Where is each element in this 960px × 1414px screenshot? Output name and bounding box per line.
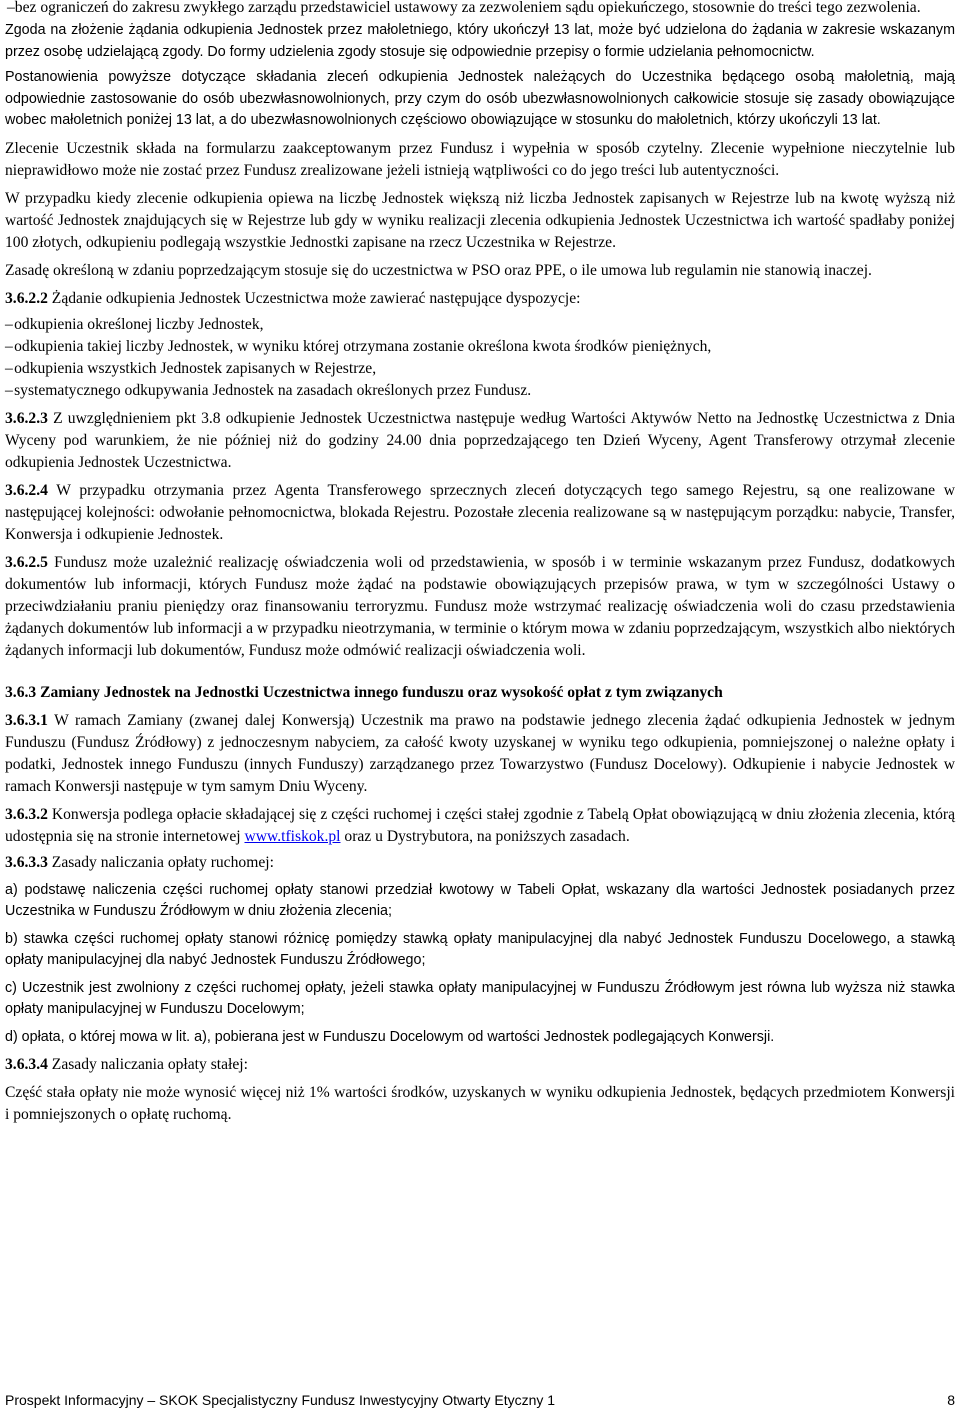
list-item-text: odkupienia wszystkich Jednostek zapisanych w Rejestrze, [14,359,377,377]
paragraph-czesc-stala: Część stała opłaty nie może wynosić więcej niż 1% wartości środków, uzyskanych w wyniku odkupienia Jednostek, będących przedmiotem Konwersji i pomniejszonych o opłatę ruchomą. [5,1084,955,1123]
section-3632-text-before: Konwersja podlega opłacie składającej się z części ruchomej i części stałej zgodnie z Tabelą Opłat obowiązującą w dniu złożenia zlecenia, którą udostępnia się na stronie internetowej [5,805,955,845]
section-3622-number: 3.6.2.2 [5,289,48,307]
paragraph-w-przypadku: W przypadku kiedy zlecenie odkupienia opiewa na liczbę Jednostek większą niż liczba Jednostek zapisanych w Rejestrze lub na kwotę wyższą niż wartość Jednostek znajdujących się w Rejestrze lub gdy w wyniku realizacji zlecenia odkupienia Jednostek Uczestnictwa ich wartość spadłaby poniżej 100 złotych, odkupieniu podlegają wszystkie Jednostki zapisane na rzecz Uczestnika w Rejestrze. [5,189,955,251]
dash-item-top: –bez ograniczeń do zakresu zwykłego zarządu przedstawiciel ustawowy za zezwoleniem sądu opiekuńczego, stosownie do treści tego zezwolenia. [7,0,921,16]
fee-rules-list [5,880,955,1049]
section-3623-text: Z uwzględnieniem pkt 3.8 odkupienie Jednostek Uczestnictwa następuje według Wartości Aktywów Netto na Jednostkę Uczestnictwa z Dnia Wyceny pod warunkiem, że nie później niż do godziny 24.00 dnia poprzedzającego ten Dzień Wyceny, Agent Transferowy otrzymał zlecenie odkupienia Jednostek Uczestnictwa. [5,409,955,471]
paragraph-zlecenie: Zlecenie Uczestnik składa na formularzu zaakceptowanym przez Fundusz i wypełnia w sposób czytelny. Zlecenie wypełnione nieczytelnie lub nieprawidłowo może nie zostać przez Fundusz zrealizowane jeżeli istnieją wątpliwości co do jego treści lub autentyczności. [5,139,955,179]
list-item-text: odkupienia określonej liczby Jednostek, [14,315,264,333]
section-3632-text-after: oraz u Dystrybutora, na poniższych zasadach. [340,827,630,845]
section-3624-text: W przypadku otrzymania przez Agenta Transferowego sprzecznych zleceń dotyczących tego samego Rejestru, są one realizowane w następującej kolejności: odwołanie pełnomocnictwa, blokada Rejestru. Pozostałe zlecenia realizowane są w następującym porządku: nabycie, Transfer, Konwersja i odkupienie Jednostek. [5,481,955,543]
section-3622-text: Żądanie odkupienia Jednostek Uczestnictwa może zawierać następujące dyspozycje: [47,289,581,307]
section-heading-363-text: 3.6.3 Zamiany Jednostek na Jednostki Uczestnictwa innego funduszu oraz wysokość opłat z tym związanych [5,683,723,701]
list-item: – odkupienia wszystkich Jednostek zapisanych w Rejestrze, [5,359,377,377]
list-item-text: odkupienia takiej liczby Jednostek, w wyniku której otrzymana zostanie określona kwota środków pieniężnych, [14,337,712,355]
paragraph-zasade: Zasadę określoną w zdaniu poprzedzającym stosuje się do uczestnictwa w PSO oraz PPE, o ile umowa lub regulamin nie stanowią inaczej. [5,261,872,279]
paragraph-zgoda-part2: Do formy udzielenia zgody stosuje się odpowiednie przepisy o formie udzielania pełnomocnictw. [207,43,815,60]
section-3623-number: 3.6.2.3 [5,409,48,427]
section-3631-text: W ramach Zamiany (zwanej dalej Konwersją) Uczestnik ma prawo na podstawie jednego zlecenia żądać odkupienia Jednostek w jednym Funduszu (Fundusz Źródłowy) z jednoczesnym nabyciem, za całość kwoty uzyskanej w wyniku tego odkupienia, pomniejszonej o należne opłaty i podatki, Jednostek innego Funduszu (innych Funduszy) zarządzanego przez Towarzystwo (Fundusz Docelowy). Odkupienie i nabycie Jednostek w ramach Konwersji następuje w tym samym Dniu Wyceny. [5,711,955,795]
paragraph-postanowienia: Postanowienia powyższe dotyczące składania zleceń odkupienia Jednostek należących do Uczestnika będącego osobą małoletnią, mają odpowiednie zastosowanie do osób ubezwłasnowolnionych, przy czym do osób ubezwłasnowolnionych całkowicie stosuje się zasady obowiązujące wobec małoletnich poniżej 13 lat, a do ubezwłasnowolnionych częściowo obowiązujące w stosunku do małoletnich, którzy ukończyli 13 lat. [5,69,955,128]
paragraph-zgoda-part1: Zgoda na złożenie żądania odkupienia Jednostek przez małoletniego, który ukończył 13 lat, może być udzielona do żądania w zakresie wskazanym przez osobę udzielającą zgody. [5,22,955,60]
list-item: – odkupienia takiej liczby Jednostek, w wyniku której otrzymana zostanie określona kwota środków pieniężnych, [5,337,712,355]
list-item-text: systematycznego odkupywania Jednostek na zasadach określonych przez Fundusz. [14,381,532,399]
website-link[interactable]: www.tfiskok.pl [244,827,341,845]
section-3632-number: 3.6.3.2 [5,805,48,823]
paragraph-zgoda [5,20,955,63]
section-3632 [5,804,955,848]
section-3625-number: 3.6.2.5 [5,553,48,571]
document-page [5,0,955,1126]
section-heading-363 [5,682,955,704]
section-3633-number: 3.6.3.3 [5,853,48,871]
list-item: – odkupienia określonej liczby Jednostek, [5,315,264,333]
page-footer [5,1391,955,1409]
list-item: a) podstawę naliczenia części ruchomej opłaty stanowi przedział kwotowy w Tabeli Opłat, wskazany dla wartości Jednostek posiadanych przez Uczestnika w Funduszu Źródłowym w dniu złożenia zlecenia; [5,881,955,919]
section-3625-text: Fundusz może uzależnić realizację oświadczenia woli od przedstawienia, w sposób i w terminie wskazanym przez Fundusz, dodatkowych dokumentów lub informacji, których Fundusz może żądać na podstawie obowiązujących przepisów prawa, w tym w szczególności Ustawy o przeciwdziałaniu praniu pieniędzy oraz finansowaniu terroryzmu. Fundusz może wstrzymać realizację oświadczenia woli do czasu przedstawienia żądanych dokumentów lub informacji a w przypadku nieotrzymania, w terminie o którym mowa w zdaniu poprzedzającym, wszystkich albo niektórych żądanych informacji lub dokumentów, Fundusz może odmówić realizacji oświadczenia woli. [5,553,955,659]
dispositions-list [5,314,955,402]
section-3634-number: 3.6.3.4 [5,1056,48,1073]
section-3622 [5,288,955,310]
list-item: – systematycznego odkupywania Jednostek na zasadach określonych przez Fundusz. [5,381,532,399]
section-3625 [5,552,955,662]
section-3631 [5,710,955,798]
section-3623 [5,408,955,474]
section-3633 [5,852,955,874]
section-3631-number: 3.6.3.1 [5,711,48,729]
section-3634-text: Zasady naliczania opłaty stałej: [47,1056,248,1073]
section-3634 [5,1054,955,1076]
section-3624-number: 3.6.2.4 [5,481,48,499]
section-3624 [5,480,955,546]
footer-title: Prospekt Informacyjny – SKOK Specjalistyczny Fundusz Inwestycyjny Otwarty Etyczny 1 [5,1392,556,1408]
dash-item-top-text: bez ograniczeń do zakresu zwykłego zarządu przedstawiciel ustawowy za zezwoleniem sądu opiekuńczego, stosownie do treści tego zezwolenia. [14,0,921,16]
page-number: 8 [947,1392,955,1408]
list-item: c) Uczestnik jest zwolniony z części ruchomej opłaty, jeżeli stawka opłaty manipulacyjnej w Funduszu Źródłowym jest równa lub wyższa niż stawka opłaty manipulacyjnej w Funduszu Docelowym; [5,979,955,1017]
list-item: d) opłata, o której mowa w lit. a), pobierana jest w Funduszu Docelowym od wartości Jednostek podlegających Konwersji. [5,1028,775,1045]
section-3633-text: Zasady naliczania opłaty ruchomej: [47,853,274,871]
section-gap [5,662,955,682]
list-item: b) stawka części ruchomej opłaty stanowi różnicę pomiędzy stawką opłaty manipulacyjnej dla nabyć Jednostek Funduszu Docelowego, a stawką opłaty manipulacyjnej dla nabyć Jednostek Funduszu Źródłowego; [5,930,955,968]
